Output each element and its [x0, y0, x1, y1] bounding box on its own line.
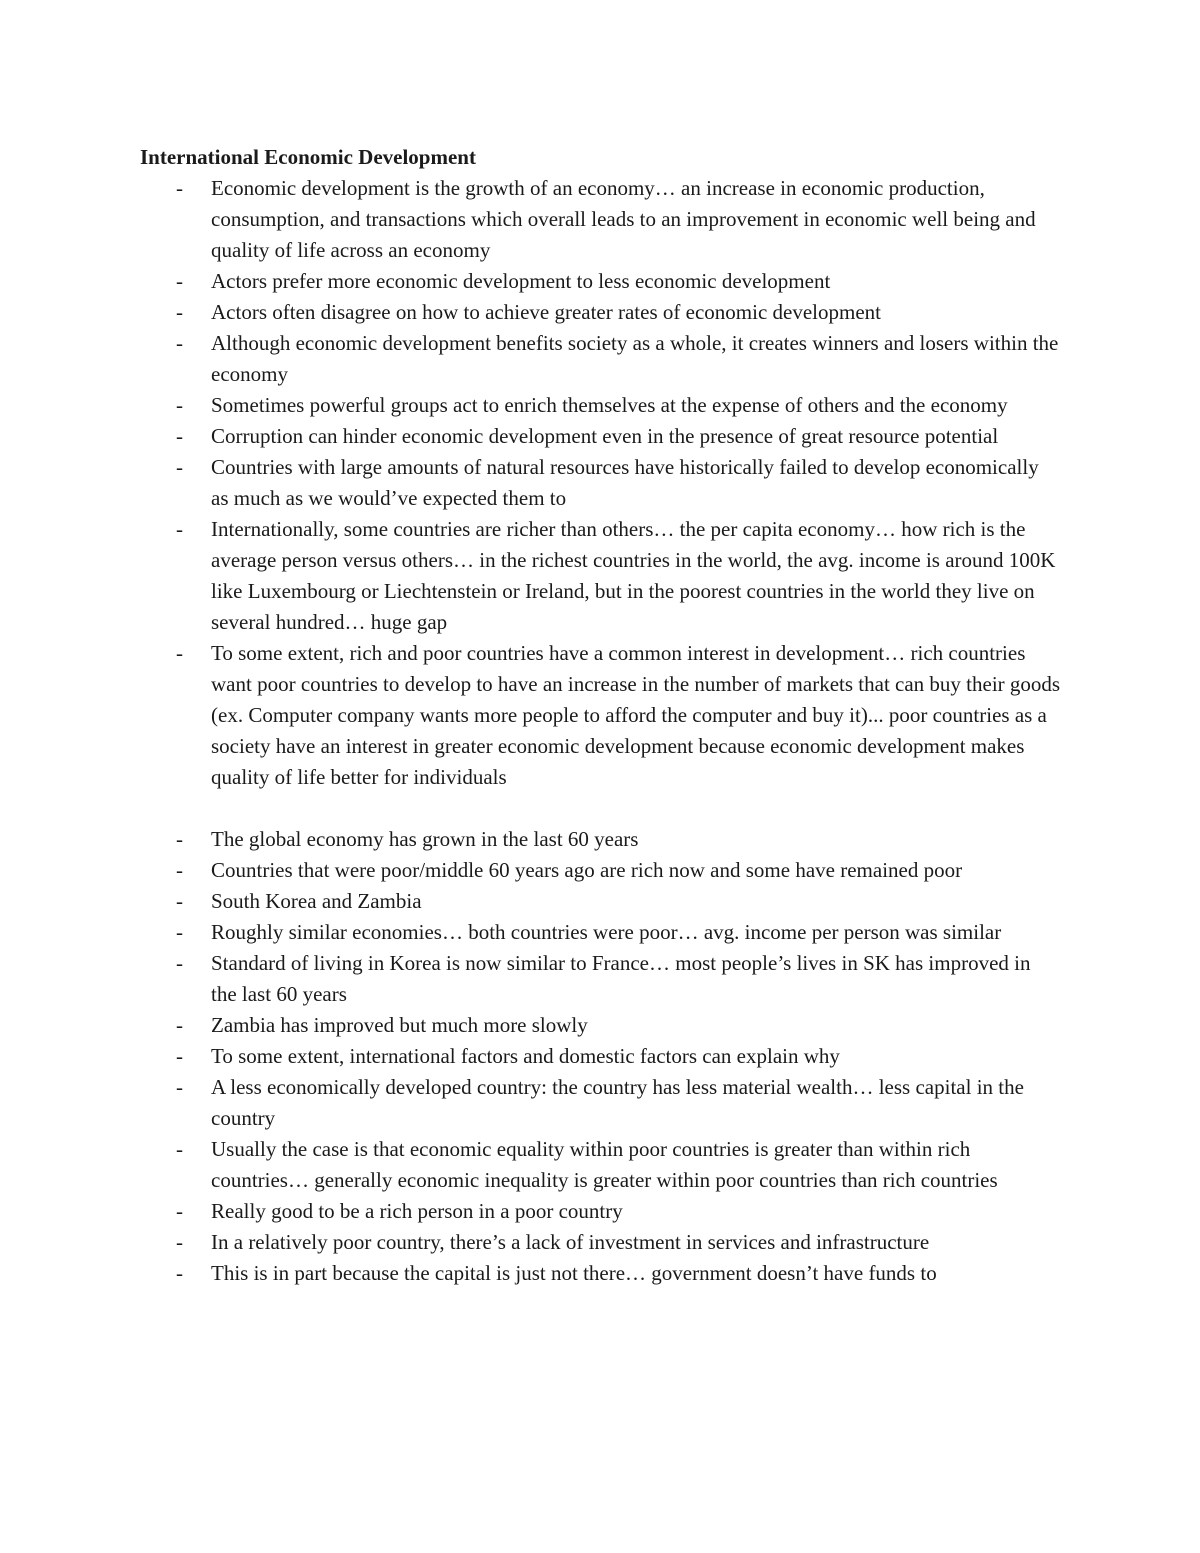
bullet-dash: -	[176, 1199, 183, 1223]
list-item	[0, 1258, 1200, 1289]
bullet-dash: -	[176, 455, 183, 479]
list-item	[0, 1010, 1200, 1041]
bullet-dash: -	[176, 1075, 183, 1099]
bullet-dash: -	[176, 331, 183, 355]
list-item	[0, 328, 1200, 390]
bullet-dash: -	[176, 1137, 183, 1161]
list-item-text: The global economy has grown in the last 60 years	[211, 827, 639, 851]
bullet-dash: -	[176, 827, 183, 851]
bullet-dash: -	[176, 858, 183, 882]
list-item	[0, 886, 1200, 917]
notes-list	[0, 173, 1200, 1289]
bullet-dash: -	[176, 641, 183, 665]
list-item-text: Sometimes powerful groups act to enrich themselves at the expense of others and the economy	[211, 393, 1008, 417]
list-item	[0, 855, 1200, 886]
list-item	[0, 824, 1200, 855]
list-item-text: This is in part because the capital is just not there… government doesn’t have funds to	[211, 1261, 937, 1285]
document-title: International Economic Development	[140, 145, 476, 169]
list-item-text: Economic development is the growth of an economy… an increase in economic production, consumption, and transactions which overall leads to an improvement in economic well being and quality of life across an economy	[211, 176, 1036, 262]
list-item	[0, 917, 1200, 948]
list-item	[0, 421, 1200, 452]
list-item-text: Actors often disagree on how to achieve greater rates of economic development	[211, 300, 881, 324]
list-item-text: Really good to be a rich person in a poor country	[211, 1199, 623, 1223]
list-item-text: Roughly similar economies… both countries were poor… avg. income per person was similar	[211, 920, 1002, 944]
list-item-text: Countries that were poor/middle 60 years ago are rich now and some have remained poor	[211, 858, 963, 882]
bullet-dash: -	[176, 424, 183, 448]
bullet-dash: -	[176, 951, 183, 975]
list-item-text: To some extent, rich and poor countries have a common interest in development… rich countries want poor countries to develop to have an increase in the number of markets that can buy their goods (ex. Computer company wants more people to afford the computer and buy it)... poor countries as a society have an interest in greater economic development because economic development makes quality of life better for individuals	[211, 641, 1061, 789]
list-item	[0, 638, 1200, 793]
list-item	[0, 390, 1200, 421]
list-item	[0, 297, 1200, 328]
list-item-text: Corruption can hinder economic development even in the presence of great resource potential	[211, 424, 999, 448]
list-item-text: Countries with large amounts of natural resources have historically failed to develop economically as much as we would’ve expected them to	[211, 455, 1039, 510]
list-item-text: To some extent, international factors and domestic factors can explain why	[211, 1044, 840, 1068]
list-item	[0, 266, 1200, 297]
list-item	[0, 1072, 1200, 1134]
list-item	[0, 1134, 1200, 1196]
list-item-text: Usually the case is that economic equality within poor countries is greater than within rich countries… generally economic inequality is greater within poor countries than rich countries	[211, 1137, 998, 1192]
list-item	[0, 1041, 1200, 1072]
list-item	[0, 1227, 1200, 1258]
list-item-text: Internationally, some countries are richer than others… the per capita economy… how rich is the average person versus others… in the richest countries in the world, the avg. income is around 100K like Luxembourg or Liechtenstein or Ireland, but in the poorest countries in the world they live on several hundred… huge gap	[211, 517, 1056, 634]
bullet-dash: -	[176, 1261, 183, 1285]
bullet-dash: -	[176, 920, 183, 944]
bullet-dash: -	[176, 517, 183, 541]
bullet-dash: -	[176, 1044, 183, 1068]
list-item	[0, 948, 1200, 1010]
list-item-text: South Korea and Zambia	[211, 889, 422, 913]
bullet-dash: -	[176, 1013, 183, 1037]
list-item	[0, 173, 1200, 266]
bullet-dash: -	[176, 269, 183, 293]
list-item	[0, 514, 1200, 638]
bullet-dash: -	[176, 176, 183, 200]
list-item-text: Standard of living in Korea is now similar to France… most people’s lives in SK has improved in the last 60 years	[211, 951, 1031, 1006]
list-item	[0, 452, 1200, 514]
list-item-text: Although economic development benefits society as a whole, it creates winners and losers within the economy	[211, 331, 1059, 386]
bullet-dash: -	[176, 1230, 183, 1254]
list-item-text: A less economically developed country: the country has less material wealth… less capital in the country	[211, 1075, 1024, 1130]
bullet-dash: -	[176, 889, 183, 913]
blank-line	[0, 793, 1200, 824]
list-item	[0, 1196, 1200, 1227]
list-item-text: Zambia has improved but much more slowly	[211, 1013, 588, 1037]
list-item-text: In a relatively poor country, there’s a lack of investment in services and infrastructure	[211, 1230, 930, 1254]
bullet-dash: -	[176, 300, 183, 324]
list-item-text: Actors prefer more economic development to less economic development	[211, 269, 831, 293]
bullet-dash: -	[176, 393, 183, 417]
